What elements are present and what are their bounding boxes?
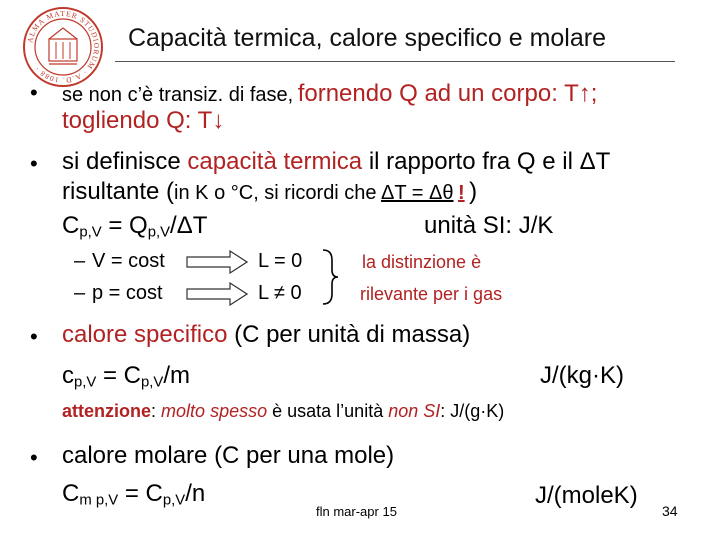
bullet-1-line-2: togliendo Q: T↓ — [62, 107, 225, 134]
attention-non-si: non SI — [388, 401, 441, 421]
formula-c-sub: p,V — [74, 374, 97, 391]
university-seal-logo — [22, 6, 104, 88]
bullet-2-text-c: risultante ( — [62, 178, 175, 205]
formula-C-sub2: p,V — [141, 374, 164, 391]
formula-eq-C: = C — [103, 362, 142, 389]
specific-heat-units: J/(kg·K) — [540, 362, 624, 389]
formula-C-sub3: p,V — [162, 492, 186, 509]
footer-label: fln mar-apr 15 — [316, 504, 397, 519]
sub-item-v-dash: – — [74, 250, 86, 272]
capacita-termica-term: capacità termica — [187, 148, 363, 175]
capacity-units: unità SI: J/K — [424, 212, 554, 239]
delta-equality: ΔT = Δθ — [381, 182, 454, 204]
attention-note — [62, 401, 504, 422]
bullet-1-line-1 — [62, 80, 597, 108]
bullet-3-dot: • — [30, 324, 38, 349]
molar-heat-units: J/(moleK) — [535, 482, 638, 509]
formula-C-sub: p,V — [79, 224, 102, 241]
capacity-formula — [62, 212, 207, 240]
arrow-right-icon — [186, 282, 248, 306]
work-zero-label: L = 0 — [258, 250, 303, 272]
bullet-4-dot: • — [30, 445, 38, 470]
attention-unit: : J/(g·K) — [440, 401, 505, 421]
formula-c: c — [62, 362, 74, 389]
exclamation-mark: ! — [457, 182, 465, 204]
svg-text:ALMA MATER STUDIORUM · A.D. 10: ALMA MATER STUDIORUM · A.D. 1088 · — [25, 8, 102, 86]
bullet-2-text-e: ) — [469, 178, 478, 205]
sub-item-p-dash: – — [74, 282, 86, 304]
right-brace-icon — [320, 248, 340, 306]
bullet-2-dot: • — [30, 151, 38, 176]
formula-Cm-sub: m p,V — [79, 492, 119, 509]
attention-word: attenzione — [62, 401, 152, 421]
bullet-3-text-a: (C per unità di massa) — [234, 321, 471, 348]
bullet-2-text-a: si definisce — [62, 148, 181, 175]
sub-item-v-label: V = cost — [92, 250, 165, 272]
formula-tail-n: /n — [185, 480, 206, 507]
bullet-1-text-a: se non c’è transiz. di fase, — [62, 84, 294, 106]
bullet-2-text-d: in K o °C, si ricordi che — [174, 182, 377, 204]
slide-title: Capacità termica, calore specifico e molare — [128, 24, 606, 52]
formula-Cm: C — [62, 480, 80, 507]
attention-often: molto spesso — [161, 401, 268, 421]
arrow-right-icon — [186, 250, 248, 274]
bullet-2-text-b: il rapporto fra Q e il ΔT — [368, 148, 611, 175]
distinction-note-2: rilevante per i gas — [360, 284, 503, 304]
title-underline — [115, 61, 675, 62]
bullet-4-line-1: calore molare (C per una mole) — [62, 442, 395, 469]
molar-heat-formula — [62, 480, 205, 508]
formula-C: C — [62, 212, 80, 239]
formula-tail-m: /m — [163, 362, 191, 389]
formula-eq-C2: = C — [124, 480, 163, 507]
specific-heat-formula — [62, 362, 190, 390]
work-nonzero-label: L ≠ 0 — [258, 282, 302, 304]
formula-tail: /ΔT — [170, 212, 208, 239]
bullet-1-text-b: fornendo Q ad un corpo: T↑; — [297, 80, 598, 107]
attention-colon: : — [151, 401, 157, 421]
formula-eq-Q: = Q — [108, 212, 148, 239]
formula-Q-sub: p,V — [147, 224, 171, 241]
page-number: 34 — [662, 503, 678, 519]
attention-text: è usata l’unità — [272, 401, 384, 421]
calore-specifico-term: calore specifico — [62, 321, 228, 348]
bullet-2-line-2 — [62, 178, 477, 206]
bullet-3-line-1 — [62, 321, 470, 349]
distinction-note-1: la distinzione è — [362, 252, 482, 272]
bullet-1-dot: • — [30, 80, 38, 105]
bullet-2-line-1 — [62, 148, 610, 176]
sub-item-p-label: p = cost — [92, 282, 163, 304]
